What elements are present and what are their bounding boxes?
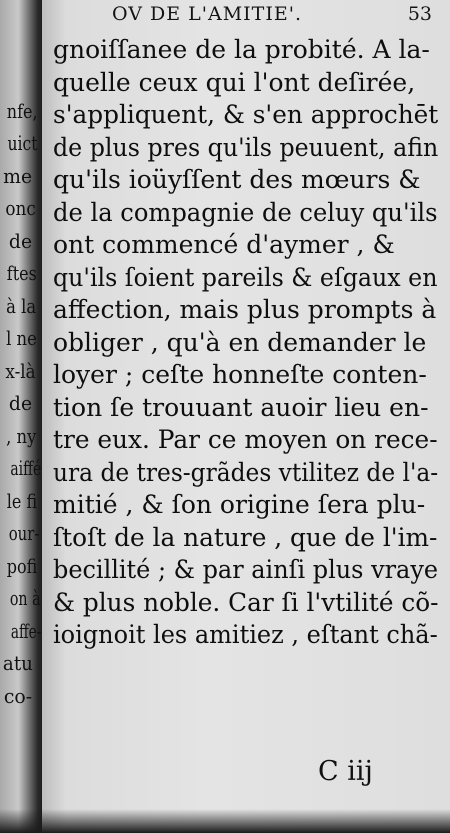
left-fragment: on à (9, 586, 41, 610)
text-line: de plus pres qu'ils peuuent, afin (53, 132, 439, 162)
bottom-page-edge (0, 809, 450, 833)
left-fragment: , ny (6, 423, 37, 448)
text-line: affection, mais plus prompts à (53, 295, 437, 324)
left-fragment: nfe, (6, 98, 38, 123)
page-header (112, 3, 432, 29)
text-line: tion ſe trouuant auoir lieu en- (53, 392, 429, 422)
text-line: qu'ils ioüyſſent des mœurs & (53, 165, 421, 194)
left-fragment: ftes (6, 261, 37, 285)
text-line: ioignoit les amitiez , eſtant chã- (53, 620, 438, 649)
text-line: mitié , & ſon origine ſera plu- (53, 490, 426, 519)
text-line: tre eux. Par ce moyen on rece- (53, 425, 438, 454)
text-line: gnoiſſanee de la probité. A la- (53, 35, 430, 64)
left-fragment: co- (3, 683, 33, 708)
page-body-text (53, 34, 438, 652)
running-head: OV DE L'AMITIE'. (112, 3, 302, 25)
left-fragment: atu (2, 651, 33, 675)
text-line: obliger , qu'à en demander le (53, 327, 427, 357)
left-fragment: our- (8, 521, 40, 545)
text-line: ura de tres-grãdes vtilitez de l'a- (53, 457, 439, 487)
text-line: qu'ils ſoient pareils & eſgaux en (53, 262, 438, 292)
left-fragment: de (8, 391, 33, 415)
left-fragment: pofi (6, 553, 38, 578)
left-fragment: aiffé (10, 456, 42, 480)
text-line: ſtoſt de la nature , que de l'im- (53, 522, 438, 552)
left-fragment: de (8, 228, 33, 253)
text-line: ont commencé d'aymer , & (53, 230, 395, 259)
left-page-text-fragments (0, 62, 42, 712)
left-fragment: l ne (6, 326, 37, 350)
text-line: & plus noble. Car ſi l'vtilité cõ- (53, 587, 439, 617)
text-line: quelle ceux qui l'ont deſirée, (53, 67, 416, 97)
text-line: de la compagnie de celuy qu'ils (53, 197, 438, 227)
left-fragment: affe- (10, 618, 42, 643)
left-fragment: me (3, 163, 33, 188)
left-fragment (2, 62, 34, 95)
page-number: 53 (407, 3, 432, 25)
text-line: loyer ; ceſte honneſte conten- (53, 360, 427, 389)
text-line: becillité ; & par ainſi plus vraye (53, 555, 439, 584)
signature-mark: C iij (318, 756, 373, 787)
left-fragment: le fi (6, 488, 38, 513)
text-line: s'appliquent, & s'en approchēt (53, 100, 439, 129)
left-fragment: uict (7, 131, 38, 155)
left-fragment: x-là (5, 358, 36, 383)
left-fragment: onc (5, 196, 36, 220)
left-fragment: à la (6, 293, 37, 318)
